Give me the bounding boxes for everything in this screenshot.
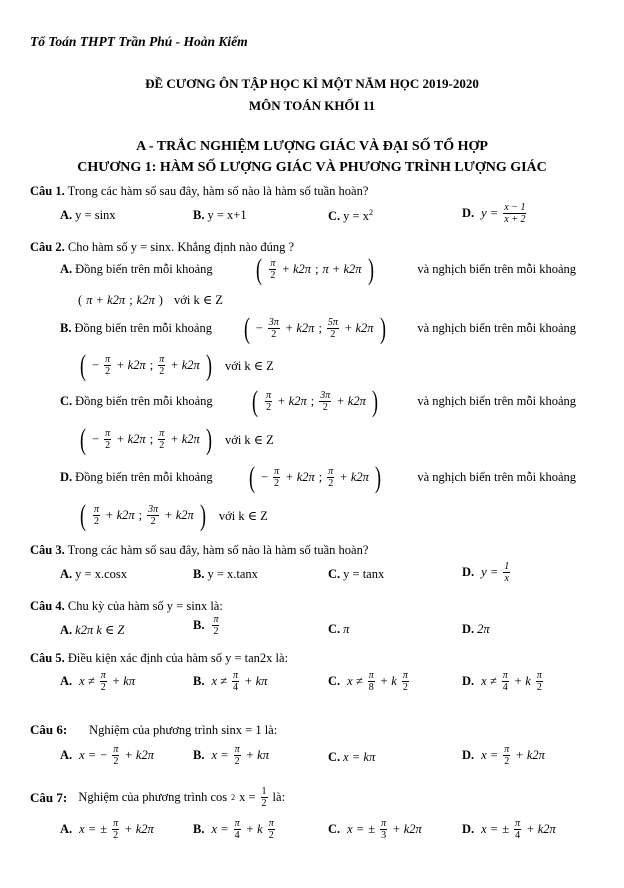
question-6: Câu 6: Nghiệm của phương trình sinx = 1 là: [30, 722, 278, 737]
q6-option-b: B. x = $\frac{\pi}{2}$ + kπ [193, 744, 269, 767]
question-1: Câu 1. Trong các hàm số sau đây, hàm số nào là hàm số tuần hoàn? [30, 184, 369, 198]
q6-option-a: A. x = − $\frac{\pi}{2}$ + k2π [60, 744, 154, 767]
q1-option-b: B. y = x+1 [193, 208, 247, 222]
q5-option-c: C. x ≠ $\frac{\pi}{8}$ + k $\frac{\pi}{2}$ [328, 670, 408, 693]
q2-option-b-cont: ( − $\frac{\pi}{2}$ + k2π ; $\frac{\pi}{2}$ + k2π ) với k ∈ Z [80, 348, 274, 382]
doc-title: ĐỀ CƯƠNG ÔN TẬP HỌC KÌ MỘT NĂM HỌC 2019-2020 [145, 76, 479, 91]
q2-option-d-cont: ( $\frac{\pi}{2}$ + k2π ; $\frac{3\pi}{2}$ + k2π ) với k ∈ Z [80, 498, 268, 532]
q2-option-d: D. Đồng biến trên mỗi khoảng ( − $\frac{\pi}{2}$ + k2π ; $\frac{\pi}{2}$ + k2π ) và nghịch biến trên mỗi khoảng [60, 460, 576, 494]
section-a-title: A - TRẮC NGHIỆM LƯỢNG GIÁC VÀ ĐẠI SỐ TỔ HỢP [136, 139, 488, 154]
q3-option-c: C. y = tanx [328, 567, 385, 581]
q2-option-c-cont: ( − $\frac{\pi}{2}$ + k2π ; $\frac{\pi}{2}$ + k2π ) với k ∈ Z [80, 422, 274, 456]
q3-option-b: B. y = x.tanx [193, 567, 258, 581]
q7-option-c: C. x = ± $\frac{\pi}{3}$ + k2π [328, 818, 422, 841]
q5-option-d: D. x ≠ $\frac{\pi}{4}$ + k $\frac{\pi}{2}$ [462, 670, 542, 693]
question-2: Câu 2. Cho hàm số y = sinx. Khẳng định nào đúng ? [30, 240, 294, 254]
q4-option-b: B. $\frac{\pi}{2}$ [193, 614, 219, 637]
q4-option-d: D. 2π [462, 622, 490, 636]
q2-option-c: C. Đồng biến trên mỗi khoảng ( $\frac{\pi}{2}$ + k2π ; $\frac{3\pi}{2}$ + k2π ) và nghịch biến trên mỗi khoảng [60, 384, 576, 418]
chapter-title: CHƯƠNG 1: HÀM SỐ LƯỢNG GIÁC VÀ PHƯƠNG TRÌNH LƯỢNG GIÁC [77, 160, 547, 175]
q2-option-a: A. Đồng biến trên mỗi khoảng ( $\frac{\pi}{2}$ + k2π ; π + k2π ) và nghịch biến trên mỗi khoảng [60, 252, 576, 286]
school-header: Tổ Toán THPT Trần Phú - Hoàn Kiếm [30, 34, 248, 49]
q6-option-d: D. x = $\frac{\pi}{2}$ + k2π [462, 744, 545, 767]
q3-option-d: D. y = $\frac{1}{x}$ [462, 561, 510, 584]
q7-option-a: A. x = ± $\frac{\pi}{2}$ + k2π [60, 818, 154, 841]
q7-option-d: D. x = ± $\frac{\pi}{4}$ + k2π [462, 818, 556, 841]
q4-option-a: A. k2π k ∈ Z [60, 623, 125, 637]
question-7: Câu 7: Nghiệm của phương trình cos 2 x = $\frac{1}{2}$ là: [30, 786, 286, 809]
q5-option-b: B. x ≠ $\frac{\pi}{4}$ + kπ [193, 670, 268, 693]
question-4: Câu 4. Chu kỳ của hàm số y = sinx là: [30, 599, 223, 613]
q3-option-a: A. y = x.cosx [60, 567, 127, 581]
q7-option-b: B. x = $\frac{\pi}{4}$ + k $\frac{\pi}{2}$ [193, 818, 274, 841]
q1-option-a: A. y = sinx [60, 208, 116, 222]
question-5: Câu 5. Điều kiện xác định của hàm số y = tan2x là: [30, 651, 289, 665]
q6-option-c: C. x = kπ [328, 750, 376, 764]
q2-option-a-cont: ( π + k2π ; k2π ) với k ∈ Z [78, 292, 223, 307]
q1-option-c: C. $y = x^2$ [328, 208, 373, 224]
doc-subtitle: MÔN TOÁN KHỐI 11 [248, 98, 376, 113]
q5-option-a: A. x ≠ $\frac{\pi}{2}$ + kπ [60, 670, 136, 693]
q4-option-c: C. π [328, 622, 350, 636]
q1-option-d: D. y = $\frac{x - 1}{x + 2}$ [462, 202, 526, 225]
q2-option-b: B. Đồng biến trên mỗi khoảng ( − $\frac{3\pi}{2}$ + k2π ; $\frac{5\pi}{2}$ + k2π ) và nghịch biến trên mỗi khoảng [60, 311, 576, 345]
question-3: Câu 3. Trong các hàm số sau đây, hàm số nào là hàm số tuần hoàn? [30, 543, 369, 557]
